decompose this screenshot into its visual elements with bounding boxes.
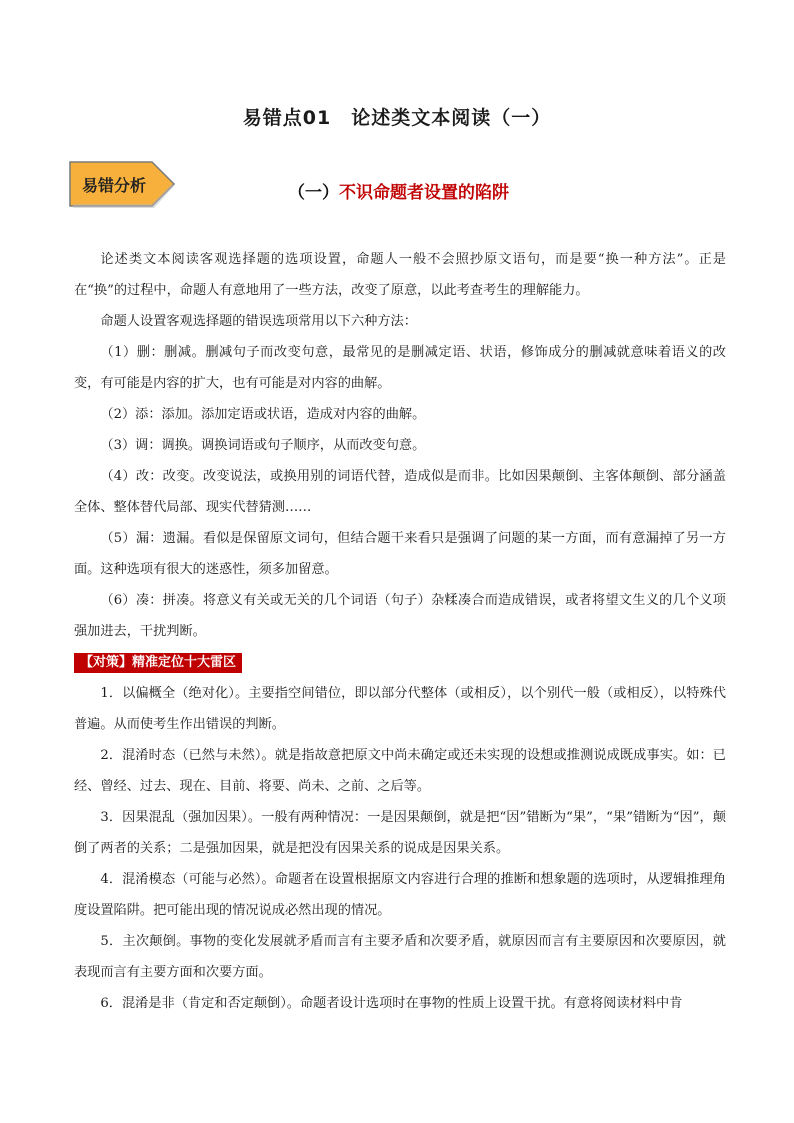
- tag-label: 易错分析: [82, 176, 147, 195]
- trap-item: 6．混淆是非（肯定和否定颠倒）。命题者设计选项时在事物的性质上设置干扰。有意将阅读材料中肯: [100, 996, 683, 1011]
- strategy-label: 【对策】精准定位十大雷区: [74, 653, 242, 673]
- method-item: （6）凑：拼凑。将意义有关或无关的几个词语（句子）杂糅凑合而造成错误，或者将望文生义的几个义项强加进去，干扰判断。: [74, 593, 726, 639]
- method-item: （4）改：改变。改变说法，或换用别的词语代替，造成似是而非。比如因果颠倒、主客体颠倒、部分涵盖全体、整体替代局部、现实代替猜测……: [74, 469, 726, 515]
- method-item: （2）添：添加。添加定语或状语，造成对内容的曲解。: [100, 407, 426, 422]
- trap-item: 2．混淆时态（已然与未然）。就是指故意把原文中尚未确定或还未实现的设想或推测说成既成事实。如：已经、曾经、过去、现在、目前、将要、尚未、之前、之后等。: [74, 748, 726, 794]
- method-item: （1）删：删减。删减句子而改变句意，最常见的是删减定语、状语，修饰成分的删减就意味着语义的改变，有可能是内容的扩大，也有可能是对内容的曲解。: [74, 345, 726, 391]
- document-body: [74, 244, 726, 1019]
- trap-item: 5．主次颠倒。事物的变化发展就矛盾而言有主要矛盾和次要矛盾，就原因而言有主要原因和次要原因，就表现而言有主要方面和次要方面。: [74, 934, 726, 980]
- trap-item: 3．因果混乱（强加因果）。一般有两种情况：一是因果颠倒，就是把“因”错断为“果”，“果”错断为“因”，颠倒了两者的关系；二是强加因果，就是把没有因果关系的说成是因果关系。: [74, 810, 726, 856]
- page-title: 易错点01 论述类文本阅读（一）: [242, 107, 552, 129]
- section-heading: [288, 178, 509, 203]
- intro-paragraph: 命题人设置客观选择题的错误选项常用以下六种方法：: [100, 314, 417, 329]
- method-item: （5）漏：遗漏。看似是保留原文词句，但结合题干来看只是强调了问题的某一方面，而有意漏掉了另一方面。这种选项有很大的迷惑性，须多加留意。: [74, 531, 726, 577]
- trap-item: 4．混淆模态（可能与必然）。命题者在设置根据原文内容进行合理的推断和想象题的选项时，从逻辑推理角度设置陷阱。把可能出现的情况说成必然出现的情况。: [74, 872, 726, 918]
- intro-paragraph: 论述类文本阅读客观选择题的选项设置，命题人一般不会照抄原文语句，而是要“换一种方法”。正是在“换”的过程中，命题人有意地用了一些方法，改变了原意，以此考查考生的理解能力。: [74, 252, 726, 298]
- section-title: 不识命题者设置的陷阱: [339, 183, 509, 203]
- error-analysis-tag: [68, 160, 176, 208]
- section-number: （一）: [288, 183, 339, 203]
- trap-item: 1．以偏概全（绝对化）。主要指空间错位，即以部分代整体（或相反），以个别代一般（或相反），以特殊代普遍。从而使考生作出错误的判断。: [74, 686, 726, 732]
- method-item: （3）调：调换。调换词语或句子顺序，从而改变句意。: [100, 438, 426, 453]
